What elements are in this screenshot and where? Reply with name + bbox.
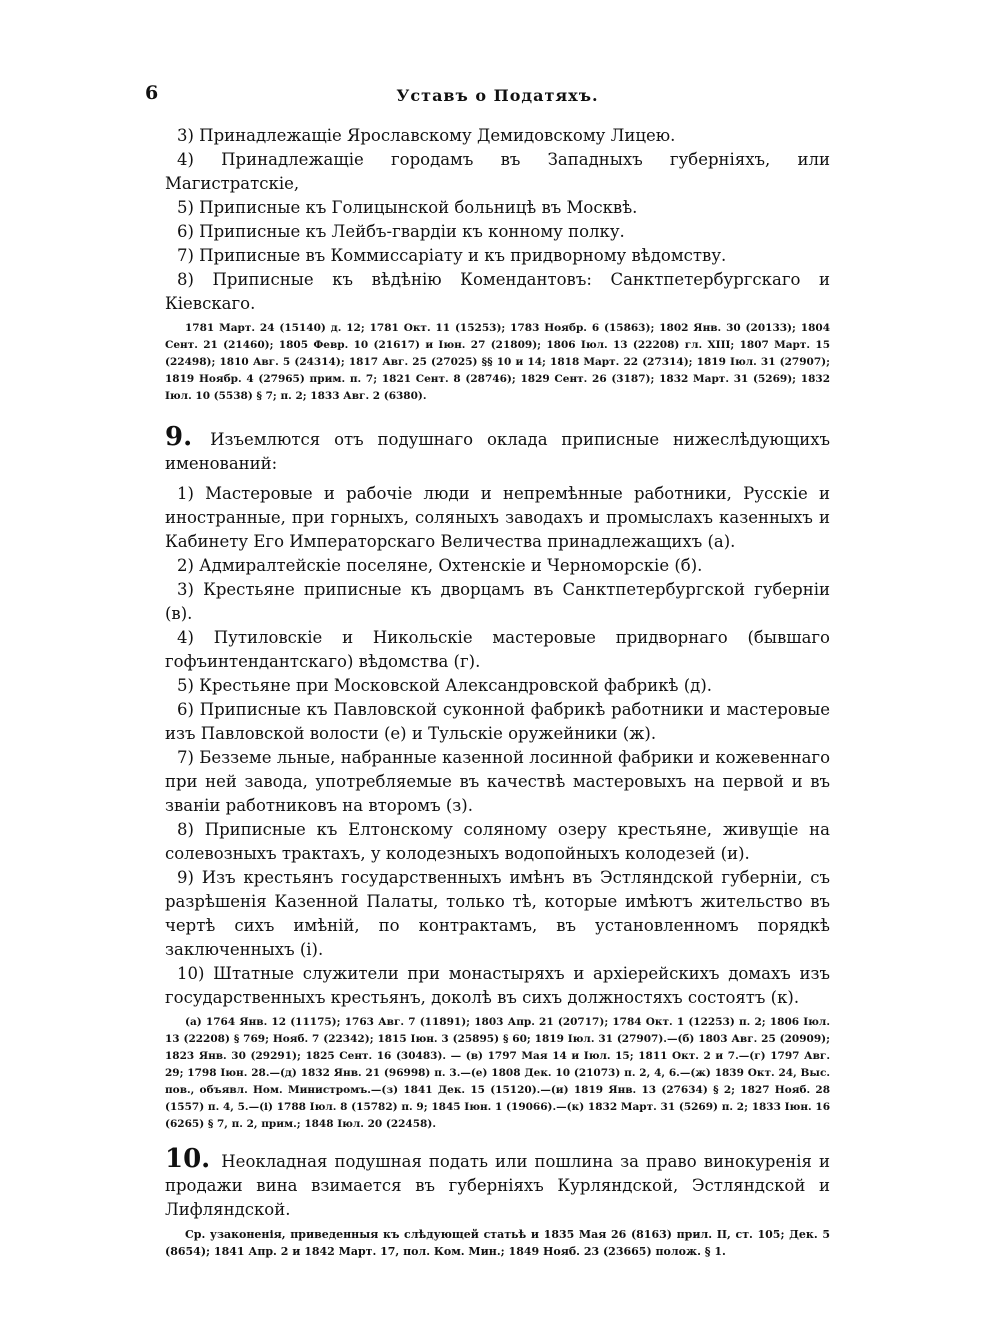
legal-references: 1781 Март. 24 (15140) д. 12; 1781 Окт. 11 (15253); 1783 Ноябр. 6 (15863); 1802 Янв. 30 (20133); 1804 Сент. 21 (21460); 1805 Февр. 10 (21617) и Іюн. 27 (21809); 1806 Іюл. 13 (22208) гл. XIII; 1807 Март. 15 (22498); 1810 Авг. 5 (24314); 1817 Авг. 25 (27025) §§ 10 и 14; 1818 Март. 22 (27314); 1819 Іюл. 31 (27907); 1819 Ноябр. 4 (27965) прим. п. 7; 1821 Сент. 8 (28746); 1829 Сент. 26 (3187); 1832 Март. 31 (5269); 1832 Іюл. 10 (5538) § 7; п. 2; 1833 Авг. 2 (6380). (165, 322, 830, 402)
list-item: 5) Приписные къ Голицынской больницѣ въ Москвѣ. (177, 198, 638, 217)
document-page (145, 82, 830, 1260)
list-item: 4) Принадлежащіе городамъ въ Западныхъ губерніяхъ, или Магистратскіе, (165, 150, 830, 193)
section-title: Изъемлются отъ подушнаго оклада приписные нижеслѣдующихъ именований: (165, 430, 830, 473)
list-item: 8) Приписные къ Елтонскому соляному озеру крестьяне, живущіе на солевозныхъ трактахъ, у колодезныхъ водопойныхъ колодезей (и). (165, 820, 830, 863)
section-body (165, 1144, 830, 1222)
list-item: 5) Крестьяне при Московской Александровской фабрикѣ (д). (177, 676, 713, 695)
list-item: 3) Принадлежащіе Ярославскому Демидовскому Лицею. (177, 126, 676, 145)
list-item: 8) Приписные къ вѣдѣнію Комендантовъ: Санктпетербургскаго и Кіевскаго. (165, 270, 830, 313)
section-10 (165, 1144, 830, 1260)
list-item: 4) Путиловскіе и Никольскіе мастеровые придворнаго (бывшаго гофъинтендантскаго) вѣдомства (г). (165, 628, 830, 671)
section-9 (165, 422, 830, 1133)
page-number: 6 (145, 82, 159, 104)
list-item: 1) Мастеровые и рабочіе люди и непремѣнные работники, Русскіе и иностранные, при горныхъ, соляныхъ заводахъ и промыслахъ казенныхъ и Кабинету Его Императорскаго Величества принадлежащихъ (а). (165, 484, 830, 551)
list-item: 10) Штатные служители при монастыряхъ и архіерейскихъ домахъ изъ государственныхъ крестьянъ, доколѣ въ сихъ должностяхъ состоятъ (к). (165, 964, 830, 1007)
continued-list (165, 124, 830, 405)
cross-reference-note: Ср. узаконенія, приведенныя къ слѣдующей статьѣ и 1835 Мая 26 (8163) прил. II, ст. 105; Дек. 5 (8654); 1841 Апр. 2 и 1842 Март. 17, пол. Ком. Мин.; 1849 Нояб. 23 (23665) полож. § 1. (165, 1228, 830, 1258)
running-title: Уставъ о Податяхъ. (396, 86, 599, 105)
list-item: 6) Приписные къ Павловской суконной фабрикѣ работники и мастеровые изъ Павловской волости (е) и Тульскіе оружейники (ж). (165, 700, 830, 743)
list-item: 7) Безземе льные, набранные казенной лосинной фабрики и кожевеннаго при ней завода, употребляемые въ качествѣ мастеровыхъ на первой и въ званіи работниковъ на второмъ (з). (165, 748, 830, 815)
list-item: 7) Приписные въ Коммиссаріату и къ придворному вѣдомству. (177, 246, 727, 265)
list-item: 3) Крестьяне приписные къ дворцамъ въ Санктпетербургской губерніи (в). (165, 580, 830, 623)
list-item: 9) Изъ крестьянъ государственныхъ имѣнъ въ Эстляндской губерніи, съ разрѣшенія Казенной Палаты, только тѣ, которые имѣютъ жительство въ чертѣ сихъ имѣній, по контрактамъ, въ установленномъ порядкѣ заключенныхъ (і). (165, 868, 830, 959)
list-item: 2) Адмиралтейскіе поселяне, Охтенскіе и Черноморскіе (б). (177, 556, 703, 575)
section-text: Неокладная подушная подать или пошлина за право винокуренія и продажи вина взимается въ губерніяхъ Курляндской, Эстляндской и Лифляндской. (165, 1152, 830, 1219)
section-number: 10. (165, 1144, 211, 1174)
page-header (145, 82, 830, 112)
list-item: 6) Приписные къ Лейбъ-гвардіи къ конному полку. (177, 222, 625, 241)
section-number: 9. (165, 422, 193, 452)
section-heading (165, 422, 830, 476)
legal-references: (а) 1764 Янв. 12 (11175); 1763 Авг. 7 (11891); 1803 Апр. 21 (20717); 1784 Окт. 1 (12253) п. 2; 1806 Іюл. 13 (22208) § 769; Нояб. 7 (22342); 1815 Іюн. 3 (25895) § 60; 1819 Іюл. 31 (27907).—(б) 1803 Авг. 25 (20909); 1823 Янв. 30 (29291); 1825 Сент. 16 (30483). — (в) 1797 Мая 14 и Іюл. 15; 1811 Окт. 2 и 7.—(г) 1797 Авг. 29; 1798 Іюн. 28.—(д) 1832 Янв. 21 (96998) п. 3.—(е) 1808 Дек. 10 (21073) п. 2, 4, 6.—(ж) 1839 Окт. 24, Выс. пов., объявл. Ном. Министромъ.—(з) 1841 Дек. 15 (15120).—(и) 1819 Янв. 13 (27634) § 2; 1827 Нояб. 28 (1557) п. 4, 5.—(і) 1788 Іюл. 8 (15782) п. 9; 1845 Іюн. 1 (19066).—(к) 1832 Март. 31 (5269) п. 2; 1833 Іюн. 16 (6265) § 7, п. 2, прим.; 1848 Іюл. 20 (22458). (165, 1016, 830, 1130)
